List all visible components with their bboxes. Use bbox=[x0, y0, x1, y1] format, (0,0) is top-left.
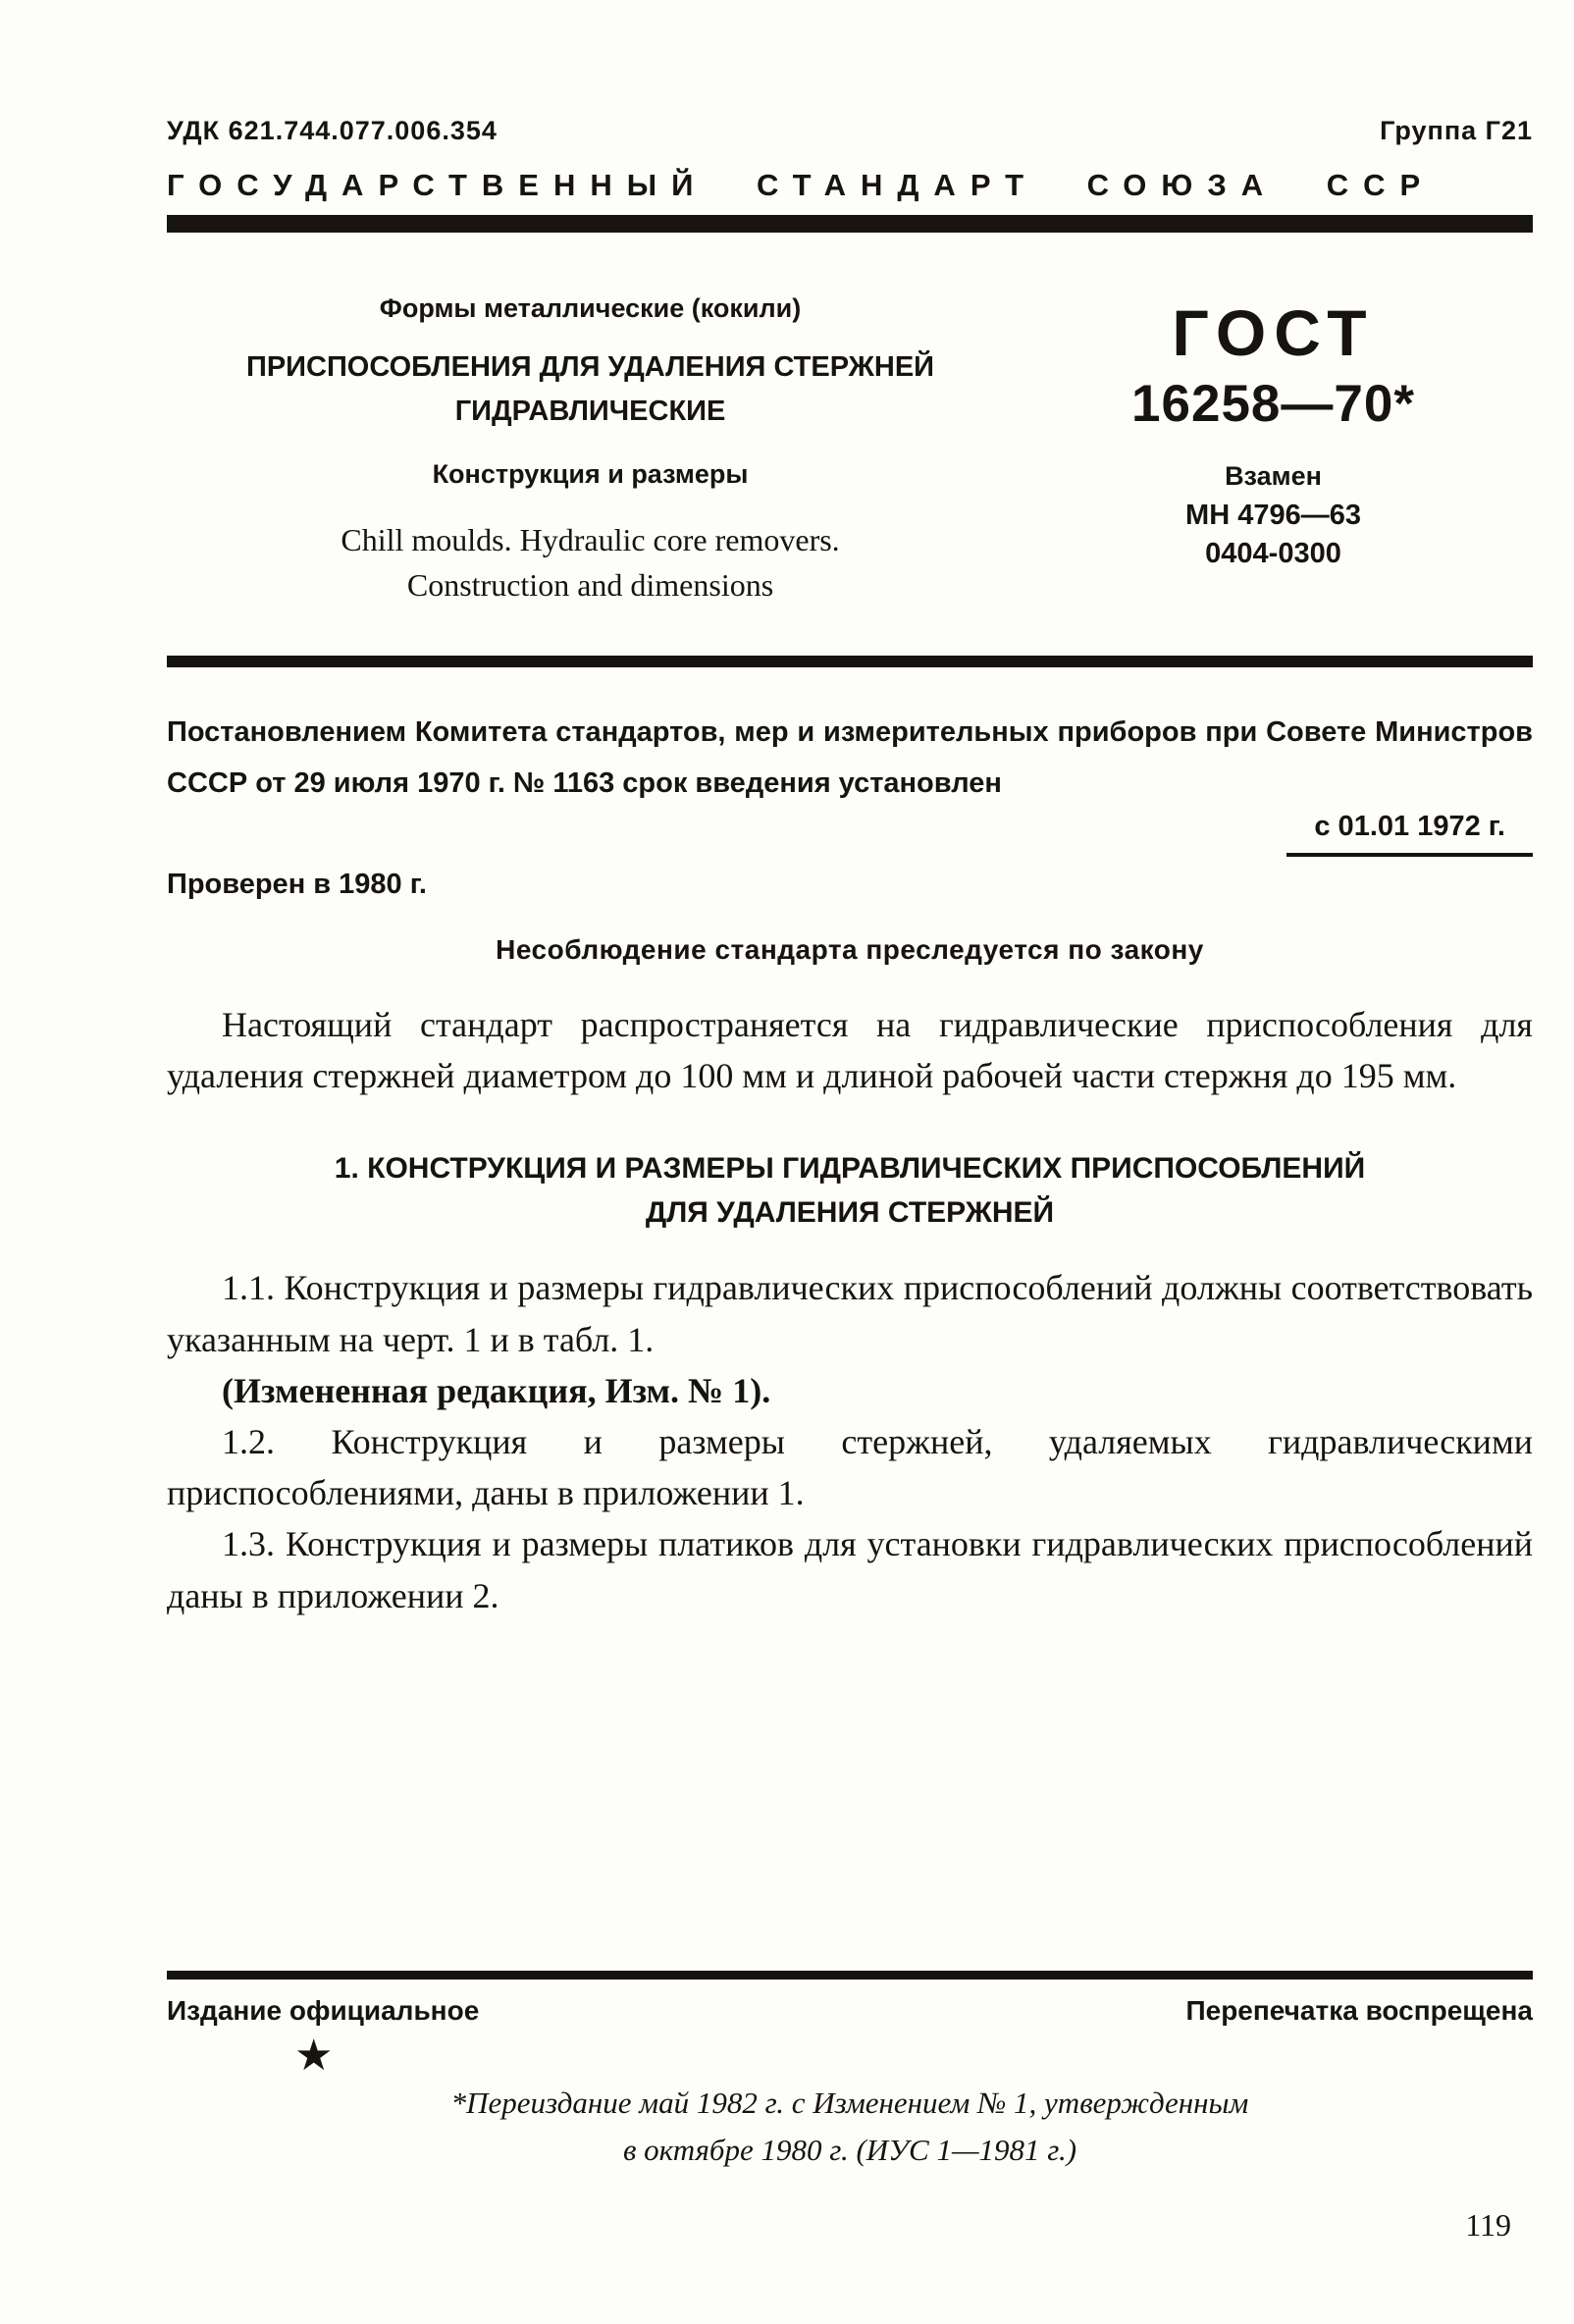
reissue-note-line2: в октябре 1980 г. (ИУС 1—1981 г.) bbox=[622, 2133, 1077, 2168]
standard-title-english bbox=[196, 517, 984, 608]
standard-title-english-line1: Chill moulds. Hydraulic core removers. bbox=[341, 521, 840, 557]
title-section bbox=[167, 293, 1533, 608]
section-1-paragraphs bbox=[167, 1262, 1533, 1620]
official-edition-label: Издание официальное bbox=[167, 1995, 480, 2026]
paragraph-1-3: 1.3. Конструкция и размеры платиков для установки гидравлических приспособлений даны в приложении 2. bbox=[167, 1524, 1533, 1615]
standard-title-english-line2: Construction and dimensions bbox=[406, 567, 774, 604]
law-notice: Несоблюдение стандарта преследуется по закону bbox=[496, 934, 1204, 966]
header-row bbox=[167, 116, 1533, 146]
footer-row bbox=[167, 1995, 1533, 2027]
page-footer bbox=[167, 1971, 1533, 2244]
section-1-title-line1: 1. КОНСТРУКЦИЯ И РАЗМЕРЫ ГИДРАВЛИЧЕСКИХ ПРИСПОСОБЛЕНИЙ bbox=[334, 1152, 1366, 1186]
replaces-value: МН 4796—63 bbox=[1185, 500, 1361, 531]
section-1-title-line2: ДЛЯ УДАЛЕНИЯ СТЕРЖНЕЙ bbox=[645, 1196, 1055, 1230]
standard-title bbox=[196, 345, 984, 434]
intro-paragraph: Настоящий стандарт распространяется на гидравлические приспособления для удаления стержней диаметром до 100 мм и длиной рабочей части стержня до 195 мм. bbox=[167, 1005, 1533, 1096]
standard-title-line1: ПРИСПОСОБЛЕНИЯ ДЛЯ УДАЛЕНИЯ СТЕРЖНЕЙ bbox=[245, 351, 935, 383]
reprint-prohibited-label: Перепечатка воспрещена bbox=[1185, 1995, 1533, 2026]
effective-date-row bbox=[167, 811, 1533, 857]
standard-category: Формы металлические (кокили) bbox=[379, 293, 802, 323]
paragraph-1-2: 1.2. Конструкция и размеры стержней, удаляемых гидравлическими приспособлениями, даны в приложении 1. bbox=[167, 1421, 1533, 1513]
section-1-title bbox=[167, 1146, 1533, 1235]
effective-date: с 01.01 1972 г. bbox=[1286, 811, 1533, 857]
reissue-note bbox=[167, 2080, 1533, 2174]
title-left-column bbox=[167, 293, 1014, 608]
top-divider-bar bbox=[167, 215, 1533, 233]
footer-divider-bar bbox=[167, 1971, 1533, 1980]
udk-code: УДК 621.744.077.006.354 bbox=[167, 116, 498, 145]
page-number: 119 bbox=[1465, 2207, 1511, 2244]
star-icon: ★ bbox=[294, 2032, 334, 2080]
replaces-label: Взамен bbox=[1225, 461, 1322, 491]
paragraph-1-1-amendment-note: (Измененная редакция, Изм. № 1). bbox=[222, 1370, 771, 1410]
decree-paragraph: Постановлением Комитета стандартов, мер и измерительных приборов при Совете Министров СССР от 29 июля 1970 г. № 1163 срок введения установлен bbox=[167, 715, 1533, 799]
paragraph-1-1: 1.1. Конструкция и размеры гидравлических приспособлений должны соответствовать указанным на черт. 1 и в табл. 1. bbox=[167, 1268, 1533, 1359]
gost-number-block bbox=[1014, 293, 1533, 608]
reissue-note-line1: *Переиздание май 1982 г. с Изменением № 1, утвержденным bbox=[450, 2086, 1249, 2120]
middle-divider-bar bbox=[167, 656, 1533, 667]
standard-title-line2: ГИДРАВЛИЧЕСКИЕ bbox=[454, 395, 726, 427]
state-standard-title: ГОСУДАРСТВЕННЫЙ СТАНДАРТ СОЮЗА ССР bbox=[167, 168, 1436, 202]
gost-number: 16258—70* bbox=[1131, 375, 1415, 433]
okp-code: 0404-0300 bbox=[1205, 538, 1341, 569]
group-code: Группа Г21 bbox=[1380, 116, 1533, 145]
checked-note: Проверен в 1980 г. bbox=[167, 869, 427, 901]
standard-subtitle: Конструкция и размеры bbox=[432, 458, 749, 489]
gost-label: ГОСТ bbox=[1172, 296, 1375, 369]
